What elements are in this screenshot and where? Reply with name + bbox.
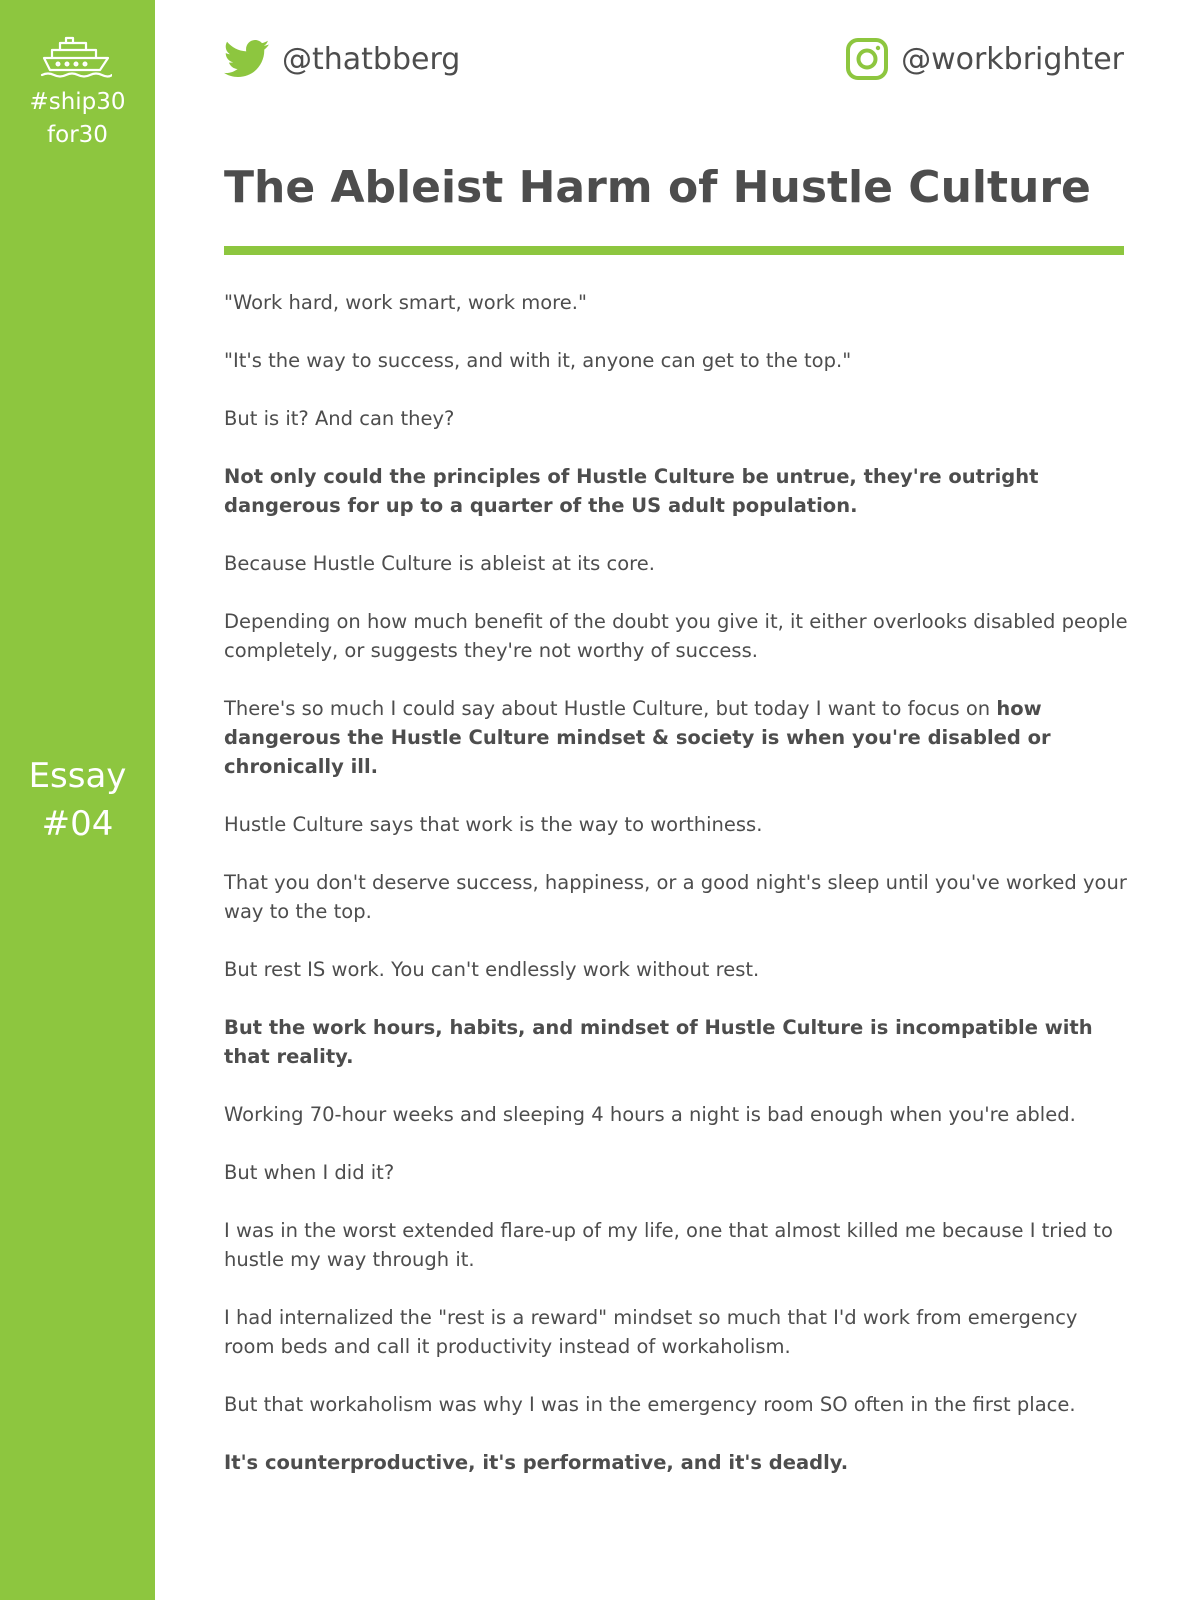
- page-title: The Ableist Harm of Hustle Culture: [224, 162, 1091, 213]
- bold-text: how dangerous the Hustle Culture mindset & society is when you're disabled or chronically ill.: [224, 697, 1051, 778]
- twitter-link[interactable]: [224, 34, 460, 84]
- twitter-bird-icon: [224, 39, 270, 79]
- paragraph: But when I did it?: [224, 1161, 395, 1184]
- social-header: [224, 34, 1124, 84]
- essay-body: [224, 288, 1129, 1506]
- paragraph: I had internalized the "rest is a reward" mindset so much that I'd work from emergency room beds and call it productivity instead of workaholism.: [224, 1306, 1078, 1358]
- bold-text: Not only could the principles of Hustle Culture be untrue, they're outright dangerous for up to a quarter of the US adult population.: [224, 465, 1039, 517]
- ship30-tag: [0, 86, 155, 152]
- essay-label-line-2: #04: [41, 804, 114, 844]
- essay-label-line-1: Essay: [28, 756, 127, 796]
- paragraph: Working 70-hour weeks and sleeping 4 hours a night is bad enough when you're abled.: [224, 1103, 1076, 1126]
- instagram-icon: [845, 37, 889, 81]
- essay-label: [0, 752, 155, 848]
- paragraph: That you don't deserve success, happiness, or a good night's sleep until you've worked your way to the top.: [224, 871, 1127, 923]
- instagram-link[interactable]: [845, 34, 1124, 84]
- title-divider: [224, 246, 1124, 255]
- paragraph: Hustle Culture says that work is the way to worthiness.: [224, 813, 763, 836]
- paragraph: But rest IS work. You can't endlessly work without rest.: [224, 958, 760, 981]
- bold-text: But the work hours, habits, and mindset of Hustle Culture is incompatible with that reality.: [224, 1016, 1093, 1068]
- paragraph: "It's the way to success, and with it, anyone can get to the top.": [224, 349, 852, 372]
- twitter-handle: @thatbberg: [282, 41, 461, 77]
- normal-text: There's so much I could say about Hustle Culture, but today I want to focus on: [224, 697, 997, 720]
- paragraph: I was in the worst extended flare-up of my life, one that almost killed me because I tried to hustle my way through it.: [224, 1219, 1113, 1271]
- paragraph-mixed: [224, 694, 1129, 781]
- tag-line-2: for30: [47, 122, 108, 148]
- paragraph: Because Hustle Culture is ableist at its core.: [224, 552, 655, 575]
- paragraph: But that workaholism was why I was in the emergency room SO often in the first place.: [224, 1393, 1076, 1416]
- paragraph: But is it? And can they?: [224, 407, 455, 430]
- sidebar: [0, 0, 155, 1600]
- bold-text: It's counterproductive, it's performative, and it's deadly.: [224, 1451, 849, 1474]
- ship-icon: [40, 34, 112, 78]
- paragraph-bold: [224, 462, 1129, 520]
- instagram-handle: @workbrighter: [901, 41, 1124, 77]
- paragraph-bold: [224, 1448, 1129, 1477]
- paragraph: Depending on how much benefit of the doubt you give it, it either overlooks disabled people completely, or suggests they're not worthy of success.: [224, 610, 1128, 662]
- paragraph-bold: [224, 1013, 1129, 1071]
- paragraph: "Work hard, work smart, work more.": [224, 291, 587, 314]
- tag-line-1: #ship30: [29, 89, 126, 115]
